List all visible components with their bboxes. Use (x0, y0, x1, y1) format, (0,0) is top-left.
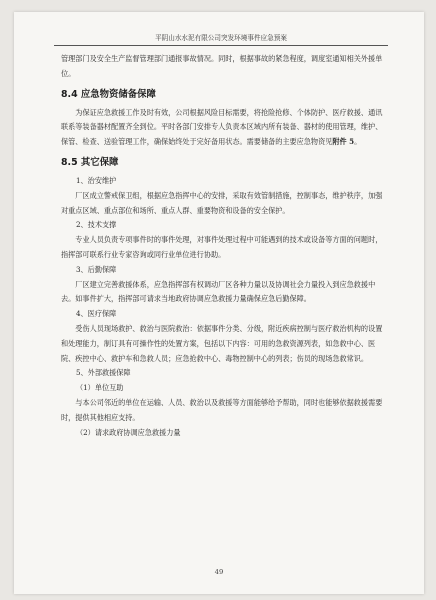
sub-1-text: 与本公司邻近的单位在运输、人员、救治以及救援等方面能够给予帮助，同时也能够依据救援需要时，提供其他相应支持。 (61, 397, 383, 422)
appendix-reference: 附件 5 (332, 137, 355, 147)
item-3-title: 3、后勤保障 (76, 264, 117, 274)
section-8-4-body: 为保证应急救援工作及时有效，公司根据风险目标需要，将抢险抢修、个体防护、医疗救援、通讯联系等装备器材配置齐全到位。平时各部门安排专人负责本区域内所有装备、器材的使用管理，维护、保管、检查、送验管理工作，确保始终处于完好备用状态。需要储备的主要应急物资见 (61, 107, 383, 147)
section-8-5-title: 8.5 其它保障 (61, 156, 119, 168)
item-1-text: 厂区成立警戒保卫组，根据应急指挥中心的安排，采取有效管制措施，控制事态，维护秩序，加强对重点区域、重点部位和场所、重点人群、重要物资和设备的安全保护。 (61, 190, 383, 215)
sub-2-title: （2）请求政府协调应急救援力量 (76, 427, 181, 437)
item-3-text: 厂区建立完善救援体系，应急指挥部有权调动厂区各种力量以及协调社会力量投入到应急救援中去。如事件扩大，指挥部可请求当地政府协调应急救援力量确保应急后勤保障。 (61, 279, 376, 304)
continued-paragraph: 管理部门及安全生产监督管理部门通报事故情况。同时，根据事故的紧急程度，调度室通知相关外援单位。 (61, 54, 383, 78)
item-2-text: 专业人员负责专项事件时的事件处理，对事件处理过程中可能遇到的技术或设备等方面的问题时，指挥部可联系行业专家咨询或同行业单位进行协助。 (61, 235, 383, 259)
section-8-4-title: 8.4 应急物资储备保障 (61, 88, 156, 100)
page-body (61, 52, 388, 440)
document-page (14, 12, 424, 594)
item-4-title: 4、医疗保障 (76, 309, 117, 319)
item-5-title: 5、外部救援保障 (76, 368, 131, 378)
item-2-title: 2、技术支撑 (76, 220, 117, 230)
page-number: 49 (214, 568, 224, 576)
section-8-4-text (61, 106, 388, 150)
sub-1-title: （1）单位互助 (76, 383, 124, 393)
section-8-4-tail: 。 (354, 137, 362, 147)
page-header: 平阴山水水泥有限公司突发环境事件应急预案 (54, 32, 388, 46)
item-4-text: 受伤人员现场救护、救治与医院救治：依据事件分类、分级，附近疾病控制与医疗救治机构的设置和处理能力，制订具有可操作性的处置方案，包括以下内容：可用的急救资源列表，如急救中心、医院、疾控中心、救护车和急救人员；应急抢救中心、毒物控制中心的列表；伤员的现场急救常识。 (61, 323, 383, 363)
item-1-title: 1、治安维护 (76, 175, 117, 185)
